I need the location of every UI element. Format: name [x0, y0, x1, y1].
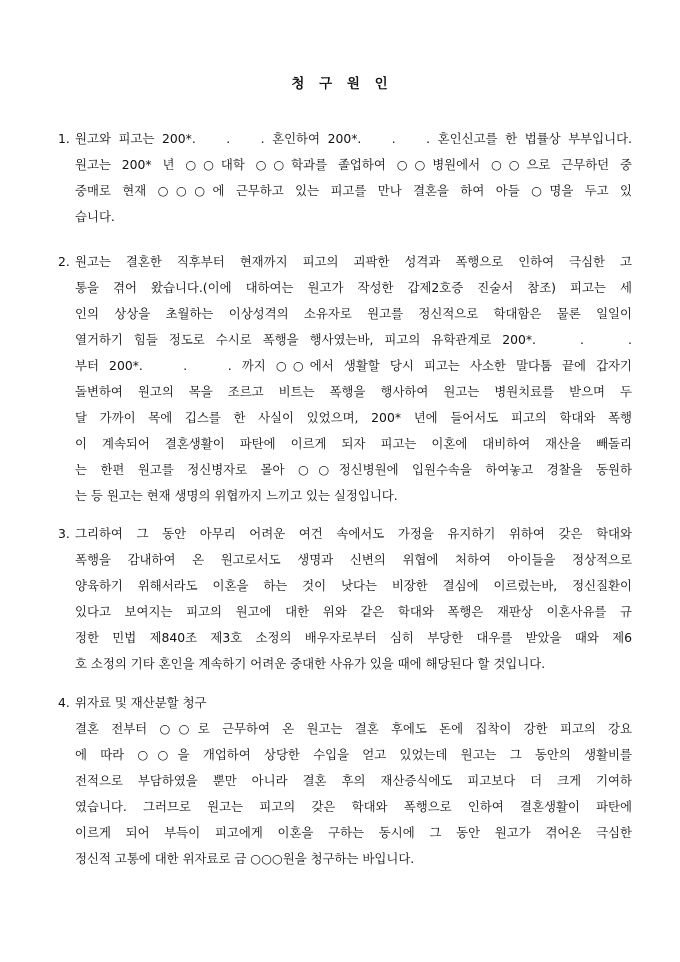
section-line: 3. 그리하여 그 동안 아무리 어려운 여건 속에서도 가정을 유지하기 위하여 갖은 학대와	[58, 521, 632, 547]
section-number: 1.	[58, 131, 70, 146]
section-line: 2. 원고는 결혼한 직후부터 현재까지 피고의 괴팍한 성격과 폭행으로 인하여 극심한 고	[58, 249, 632, 275]
section-line: 부터 200*. . . 까지 ○○에서 생활할 당시 피고는 사소한 말다툼 끝에 갑자기	[75, 358, 632, 373]
section-line: 돌변하여 원고의 목을 조르고 비트는 폭행을 행사하여 원고는 병원치료를 받으며 두	[75, 384, 632, 399]
section-line: 정신적 고통에 대한 위자료로 금 ○○○원을 청구하는 바입니다.	[75, 851, 415, 866]
section-line: 에 따라 ○○을 개업하여 상당한 수입을 얻고 있었는데 원고는 그 동안의 생활비를	[75, 747, 632, 762]
section-2	[58, 249, 632, 509]
section-line: 는 한편 원고를 정신병자로 몰아 ○○정신병원에 입원수속을 하여놓고 경찰을 동원하	[75, 462, 632, 477]
section-line: 양육하기 위해서라도 이혼을 하는 것이 낫다는 비장한 결심에 이르렀는바, 정신질환이	[75, 578, 632, 593]
section-line: 는 등 원고는 현재 생명의 위협까지 느끼고 있는 실정입니다.	[75, 488, 398, 503]
section-number: 4.	[58, 695, 70, 710]
section-line: 결혼 전부터 ○○로 근무하여 온 원고는 결혼 후에도 돈에 집착이 강한 피고의 강요	[75, 721, 632, 736]
section-line: 호 소정의 기타 혼인을 계속하기 어려운 중대한 사유가 있을 때에 해당된다 할 것입니다.	[75, 656, 546, 671]
section-3	[58, 521, 632, 677]
section-line: 이 계속되어 결혼생활이 파탄에 이르게 되자 피고는 이혼에 대비하여 재산을 빼돌리	[75, 436, 632, 451]
section-line: 이르게 되어 부득이 피고에게 이혼을 구하는 동시에 그 동안 원고가 겪어온 극심한	[75, 825, 632, 840]
section-line: 인의 상상을 초월하는 이상성격의 소유자로 원고를 정신적으로 학대함은 물론 일일이	[75, 306, 632, 321]
section-line: 있다고 보여지는 피고의 원고에 대한 위와 같은 학대와 폭행은 재판상 이혼사유를 규	[75, 604, 632, 619]
section-line: 1. 원고와 피고는 200*. . . 혼인하여 200*. . . 혼인신고를 한 법률상 부부입니다.	[58, 126, 632, 152]
section-line: 였습니다. 그러므로 원고는 피고의 갖은 학대와 폭행으로 인하여 결혼생활이 파탄에	[75, 799, 632, 814]
section-line: 중매로 현재 ○○○에 근무하고 있는 피고를 만나 결혼을 하여 아들 ○명을 두고 있	[75, 183, 632, 198]
section-line: 원고는 200* 년 ○○대학 ○○학과를 졸업하여 ○○병원에서 ○○으로 근무하던 중	[75, 157, 632, 172]
section-line: 습니다.	[75, 209, 115, 224]
section-number: 2.	[58, 254, 70, 269]
section-1	[58, 126, 632, 230]
section-line: 통을 겪어 왔습니다.(이에 대하여는 원고가 작성한 갑제2호증 진술서 참조) 피고는 세	[75, 280, 632, 295]
section-heading: 4. 위자료 및 재산분할 청구	[58, 690, 632, 716]
section-line: 정한 민법 제840조 제3호 소정의 배우자로부터 심히 부당한 대우를 받았을 때와 제6	[75, 630, 632, 645]
document-title: 청 구 원 인	[291, 76, 389, 92]
section-number: 3.	[58, 526, 70, 541]
section-line: 폭행을 감내하여 온 원고로서도 생명과 신변의 위협에 처하여 아이들을 정상적으로	[75, 552, 632, 567]
section-line: 열거하기 힘들 정도로 수시로 폭행을 행사였는바, 피고의 유학관계로 200*. . .	[75, 332, 632, 347]
section-line: 달 가까이 목에 깁스를 한 사실이 있었으며, 200* 년에 들어서도 피고의 학대와 폭행	[75, 410, 632, 425]
section-4	[58, 690, 632, 872]
section-line: 전적으로 부담하였을 뿐만 아니라 결혼 후의 재산증식에도 피고보다 더 크게 기여하	[75, 773, 632, 788]
